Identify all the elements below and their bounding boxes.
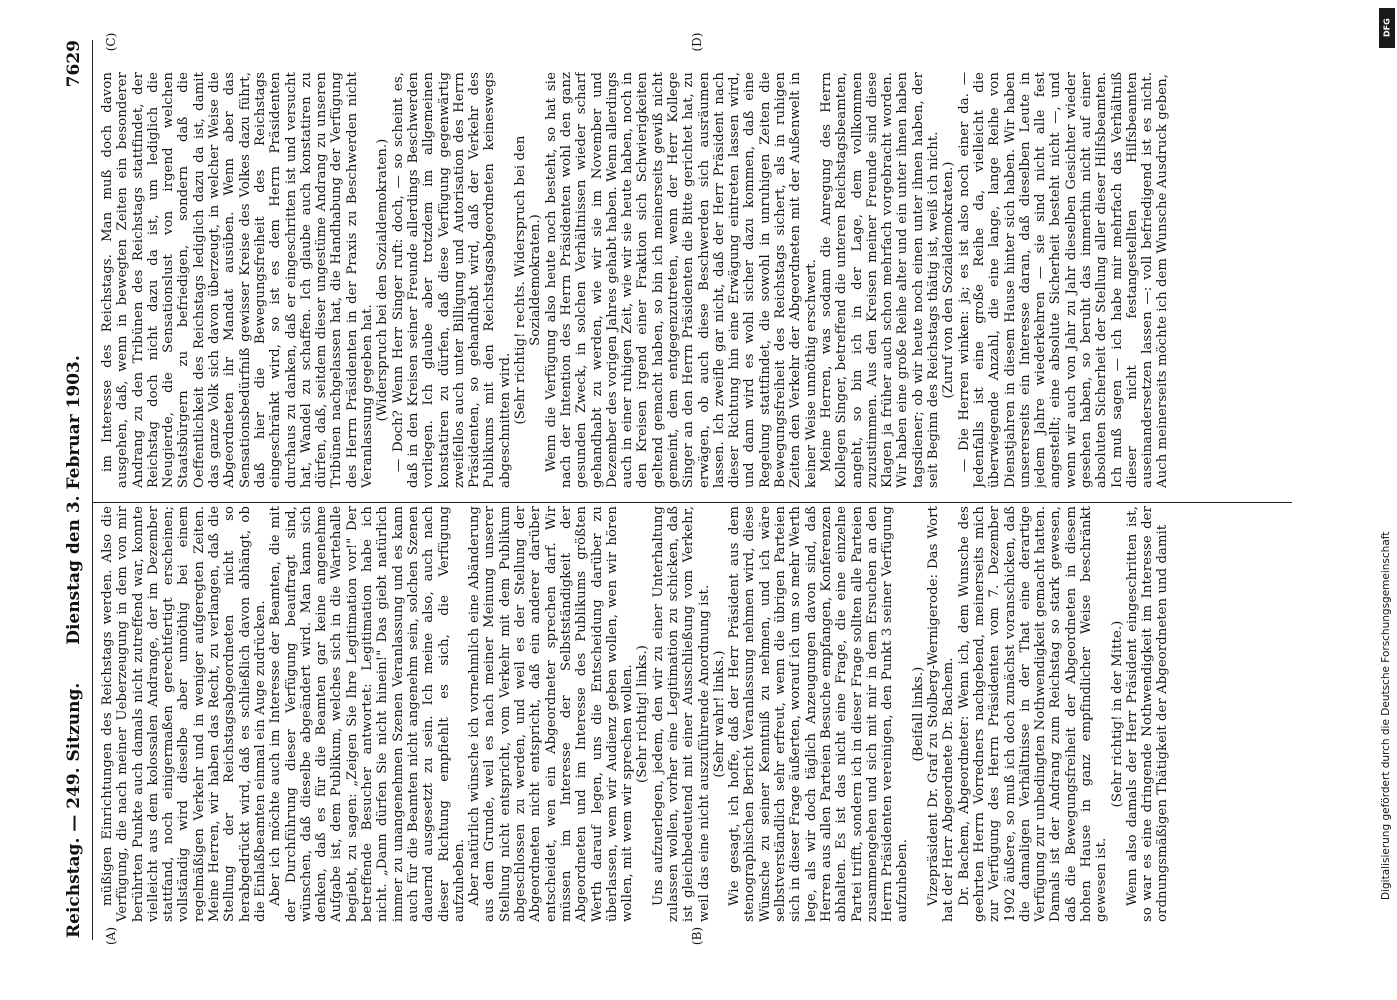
paragraph: müßigen Einrichtungen des Reichstags werden. Also die Verfügung, die nach meiner Ueberzeugung in dem von mir berührten Punkte auch damals nicht zutreffend war, konnte vielleicht aus dem kolossalen Andrange, der im Dezember stattfand, noch einigermaßen gerechtfertigt erscheinen; vollständig wird dieselbe aber unnöthig bei einem regelmäßigen Verkehr und in weniger aufgeregten Zeiten. Meine Herren, wir haben das Recht, zu verlangen, daß die Stellung der Reichstagsabgeordneten nicht so herabgedrückt wird, daß es schließlich davon abhängt, ob die Einlaßbeamten einmal ein Auge zudrücken. [100, 506, 268, 922]
left-column [100, 506, 1280, 922]
paragraph: im Interesse des Reichstags. Man muß doch davon ausgehen, daß, wenn in bewegten Zeiten ein besonderer Andrang zu den Tribünen des Reichstags stattfindet, der Reichstag doch nicht dazu da ist, um lediglich die Neugierde, die Sensationslust von irgend welchen Staatsbürgern zu befriedigen, sondern daß die Oeffentlichkeit des Reichstags lediglich dazu da ist, damit das ganze Volk sich davon überzeugt, in welcher Weise die Abgeordneten ihr Mandat ausüben. Wenn aber das Sensationsbedürfniß gewisser Kreise des Volkes dazu führt, daß hier die Bewegungsfreiheit des Reichstags eingeschränkt wird, so ist es dem Herrn Präsidenten durchaus zu danken, daß er eingeschritten ist und versucht hat, Wandel zu schaffen. Ich glaube auch konstatiren zu dürfen, daß, seitdem dieser ungestüme Andrang zu unseren Tribünen nachgelassen hat, die Handhabung der Verfügung des Herrn Präsidenten in der Praxis zu Beschwerden nicht Veranlassung gegeben hat. [100, 72, 376, 488]
margin-mark-d: (D) [690, 32, 704, 52]
dfg-logo: DFG [1379, 8, 1395, 48]
paragraph: Meine Herren, was sodann die Anregung des Herrn Kollegen Singer, betreffend die unteren Reichstagsbeamten, angeht, so bin ich in der Lage, dem vollkommen zuzustimmen. Aus den Kreisen meiner Freunde sind diese Klagen ja früher auch schon mehrfach vorgebracht worden. Wir haben eine große Reihe alter und ein unter ihnen haben tagsdiener; ob wir heute noch einen unter ihnen haben, der seit Beginn des Reichstags thätig ist, weiß ich nicht. [818, 72, 942, 488]
paragraph: (Widerspruch bei den Sozialdemokraten.) [375, 138, 391, 422]
paragraph: (Sehr richtig! rechts. Widerspruch bei den Sozialdemokraten.) [513, 135, 544, 425]
page-number: 7629 [64, 40, 84, 88]
paragraph: Dr. Bachem, Abgeordneter: Wenn ich, dem Wunsche des geehrten Herrn Vorredners nachgebend, meinerseits mich zur Verfügung des Herrn Präsidenten vom 7. Dezember 1902 äußere, so muß ich doch zunächst voranschicken, daß die damaligen Verhältnisse in der That eine derartige Verfügung zur unbedingten Nothwendigkeit gemacht hatten. Damals ist der Andrang zum Reichstag so stark gewesen, daß die Bewegungsfreiheit der Abgeordneten in diesem hohen Hause in ganz empfindlicher Weise beschränkt gewesen ist. [956, 506, 1110, 922]
paragraph: — Doch? Wenn Herr Singer ruft: doch, — so scheint es, daß in den Kreisen seiner Freunde allerdings Beschwerden vorliegen. Ich glaube aber trotzdem im allgemeinen konstatiren zu dürfen, daß diese Verfügung gegenwärtig zweifellos auch unter Billigung und Autorisation des Herrn Präsidenten, so gehandhabt wird, daß der Verkehr des Publikums mit den Reichstagsabgeordneten keineswegs abgeschnitten wird. [390, 72, 513, 488]
header-session: Reichstag. — 249. Sitzung. [64, 682, 84, 938]
paragraph: (Sehr richtig! in der Mitte.) [1109, 620, 1125, 808]
paragraph: Wenn die Verfügung also heute noch besteht, so hat sie nach der Intention des Herrn Präsidenten wohl den ganz gesunden Zweck, in solchen Verhältnissen wieder scharf gehandhabt zu werden, wie wir sie im November und Dezember des vorigen Jahres gehabt haben. Wenn allerdings auch in einer ruhigen Zeit, wie wir sie heute haben, noch in den Kreisen irgend einer Fraktion sich Schwierigkeiten geltend gemacht haben, so bin ich meinerseits gewiß nicht gemeint, dem entgegenzutreten, wenn der Herr Kollege Singer an den Herrn Präsidenten die Bitte gerichtet hat, zu erwägen, ob auch diese Beschwerden sich ausräumen lassen. Ich zweifle gar nicht, daß der Herr Präsident nach dieser Richtung hin eine Erwägung eintreten lassen wird, und dann wird es wohl sicher dazu kommen, daß eine Regelung stattfindet, die sowohl in unruhigen Zeiten die Bewegungsfreiheit des Reichstags sichert, als in ruhigen Zeiten den Verkehr der Abgeordneten mit der Außenwelt in keiner Weise unnöthig erschwert. [543, 72, 819, 488]
page-header [58, 30, 92, 970]
paragraph: — Die Herren winken: ja; es ist also noch einer da. — Jedenfalls ist eine große Reihe da, vielleicht die überwiegende Anzahl, die eine lange, lange Reihe von Dienstjahren in diesem Hause hinter sich haben. Wir haben unsererseits ein Interesse daran, daß dieselben Leute in jedem Jahre wiederkehren — sie sind nicht alle fest angestellt; eine absolute Sicherheit besteht nicht —, und wenn wir auch von Jahr zu Jahr dieselben Gesichter wieder gesehen haben, so beruht das immerhin nicht auf einer absoluten Sicherheit der Stellung aller dieser Hilfsbeamten. Ich muß sagen — ich habe mir mehrfach das Verhältniß dieser nicht festangestellten Hilfsbeamten auseinandersetzen lassen —: voll befriedigend ist es nicht. Auch meinerseits möchte ich dem Wunsche Ausdruck geben, [956, 72, 1171, 488]
digitization-credit: Digitalisierung gefördert durch die Deutsche Forschungsgemeinschaft [1380, 531, 1392, 900]
paragraph: Wie gesagt, ich hoffe, daß der Herr Präsident aus dem stenographischen Bericht Veranlassung nehmen wird, diese Wünsche zu seiner Kenntniß zu nehmen, und ich wäre selbstverständlich sehr erfreut, wenn die übrigen Parteien sich in dieser Frage äußerten, worauf ich um so mehr Werth lege, als wir doch täglich Anzeugungen davon sind, daß Herren aus allen Parteien Besuche empfangen, Konferenzen abhalten. Es ist das nicht eine Frage, die eine einzelne Partei trifft, sondern ich in dieser Frage sollten alle Parteien zusammengehen und sich mit mir in dem Ersuchen an den Herrn Präsidenten vereinigen, den Punkt 3 seiner Verfügung aufzuheben. [727, 506, 911, 922]
paragraph: Vizepräsident Dr. Graf zu Stolberg-Wernigerode: Das Wort hat der Herr Abgeordnete Dr. Bachem. [926, 506, 957, 922]
paragraph: (Beifall links.) [910, 666, 926, 762]
margin-mark-a: (A) [104, 926, 118, 946]
paragraph: (Zuruf von den Sozialdemokraten.) [941, 161, 957, 399]
paragraph: (Sehr richtig! links.) [635, 644, 651, 784]
header-date: Dienstag den 3. Februar 1903. [64, 355, 84, 645]
margin-mark-c: (C) [104, 32, 118, 52]
paragraph: (Sehr wahr! links.) [711, 650, 727, 778]
watermark-strip [1377, 0, 1397, 1000]
header-rule [92, 40, 93, 940]
margin-mark-b: (B) [690, 926, 704, 946]
paragraph: Aber ich möchte auch im Interesse der Beamten, die mit der Durchführung dieser Verfügung beauftragt sind, wünschen, daß dieselbe abgeändert wird. Man kann sich denken, daß es für die Beamten gar keine angenehme Aufgabe ist, dem Publikum, welches sich in die Wartehalle begiebt, zu sagen: „Zeigen Sie Ihre Legitimation vor!" Der betreffende Besucher antwortet: Legitimation habe ich nicht. „Dann dürfen Sie nicht hinein!" Das giebt natürlich immer zu unangenehmen Szenen Veranlassung und es kann auch für die Beamten nicht angenehm sein, solchen Szenen dauernd ausgesetzt zu sein. Ich meine also, auch nach dieser Richtung empfiehlt es sich, die Verfügung aufzuheben. [268, 506, 467, 922]
column-divider [92, 502, 1292, 503]
paragraph: Uns aufzuerlegen, jedem, den wir zu einer Unterhaltung zulassen wollen, vorher eine Legitimation zu schicken, daß ist gleichbedeutend mit einer Ausschließung vom Verkehr, weil das eine nicht auszuführende Anordnung ist. [650, 506, 712, 922]
paragraph: Wenn also damals der Herr Präsident eingeschritten ist, so war es eine dringende Nothwendigkeit im Interesse der ordnungsmäßigen Thätigkeit der Abgeordneten und damit [1124, 506, 1171, 922]
right-column [100, 72, 1280, 488]
paragraph: Aber natürlich wünsche ich vornehmlich eine Abänderung aus dem Grunde, weil es nach meiner Meinung unserer Stellung nicht entspricht, vom Verkehr mit dem Publikum abgeschlossen zu werden, und weil es der Stellung der Abgeordneten nicht entspricht, daß ein anderer darüber entscheidet, wen ein Abgeordneter sprechen darf. Wir müssen im Interesse der Selbstständigkeit der Abgeordneten und im Interesse des Publikums größten Werth darauf legen, uns die Entscheidung darüber zu überlassen, wem wir Audienz geben wollen, wen wir hören wollen, mit wem wir sprechen wollen. [467, 506, 636, 922]
